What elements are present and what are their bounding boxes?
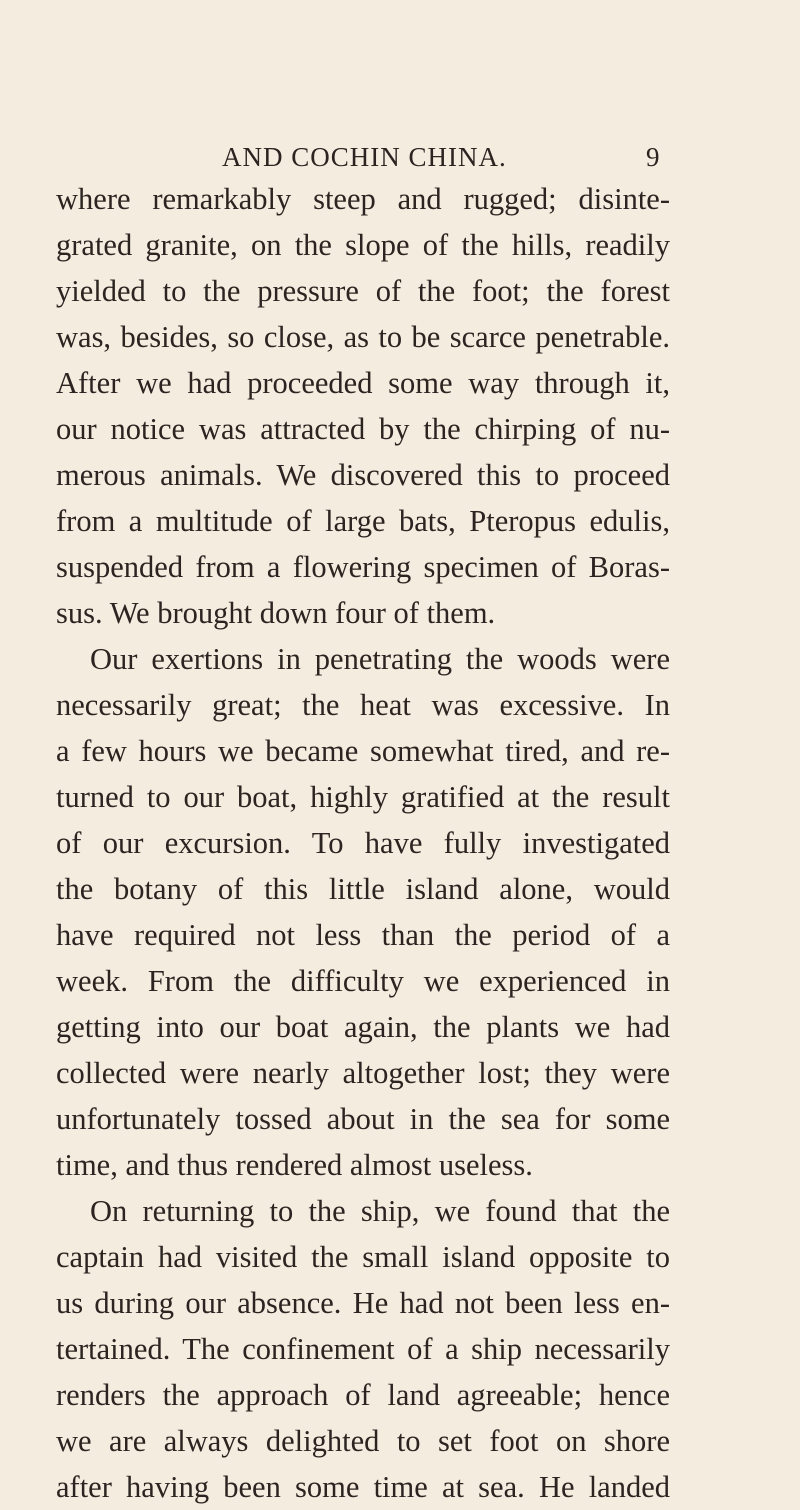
text-line: necessarily great; the heat was excessive. In [56, 688, 670, 722]
text-line: getting into our boat again, the plants we had [56, 1010, 670, 1044]
text-line: from a multitude of large bats, Pteropus edulis, [56, 504, 670, 538]
text-line: a few hours we became somewhat tired, and re- [56, 734, 670, 768]
text-line: have required not less than the period of a [56, 918, 670, 952]
text-line: we are always delighted to set foot on shore [56, 1424, 670, 1458]
text-line: merous animals. We discovered this to proceed [56, 458, 670, 492]
text-line: after having been some time at sea. He landed [56, 1470, 670, 1504]
text-line: of our excursion. To have fully investigated [56, 826, 670, 860]
text-line: yielded to the pressure of the foot; the forest [56, 274, 670, 308]
text-line: us during our absence. He had not been less en- [56, 1286, 670, 1320]
text-line: our notice was attracted by the chirping of nu- [56, 412, 670, 446]
running-title: AND COCHIN CHINA. [222, 142, 507, 172]
text-line: turned to our boat, highly gratified at the result [56, 780, 670, 814]
text-line: suspended from a flowering specimen of Boras- [56, 550, 670, 584]
text-line: tertained. The confinement of a ship necessarily [56, 1332, 670, 1366]
text-line: On returning to the ship, we found that the [90, 1194, 670, 1228]
text-line: time, and thus rendered almost useless. [56, 1148, 533, 1182]
body-text [56, 176, 670, 1510]
page-number: 9 [646, 142, 661, 172]
text-line: the botany of this little island alone, would [56, 872, 670, 906]
text-line: sus. We brought down four of them. [56, 596, 496, 630]
text-line: After we had proceeded some way through it, [56, 366, 670, 400]
text-line: captain had visited the small island opposite to [56, 1240, 670, 1274]
text-line: where remarkably steep and rugged; disinte- [56, 182, 670, 216]
text-line: was, besides, so close, as to be scarce penetrable. [56, 320, 670, 354]
text-line: week. From the difficulty we experienced in [56, 964, 670, 998]
text-line: grated granite, on the slope of the hills, readily [56, 228, 670, 262]
text-line: Our exertions in penetrating the woods were [90, 642, 670, 676]
text-line: unfortunately tossed about in the sea for some [56, 1102, 670, 1136]
text-line: collected were nearly altogether lost; they were [56, 1056, 670, 1090]
text-line: renders the approach of land agreeable; hence [56, 1378, 670, 1412]
running-head [222, 142, 662, 176]
